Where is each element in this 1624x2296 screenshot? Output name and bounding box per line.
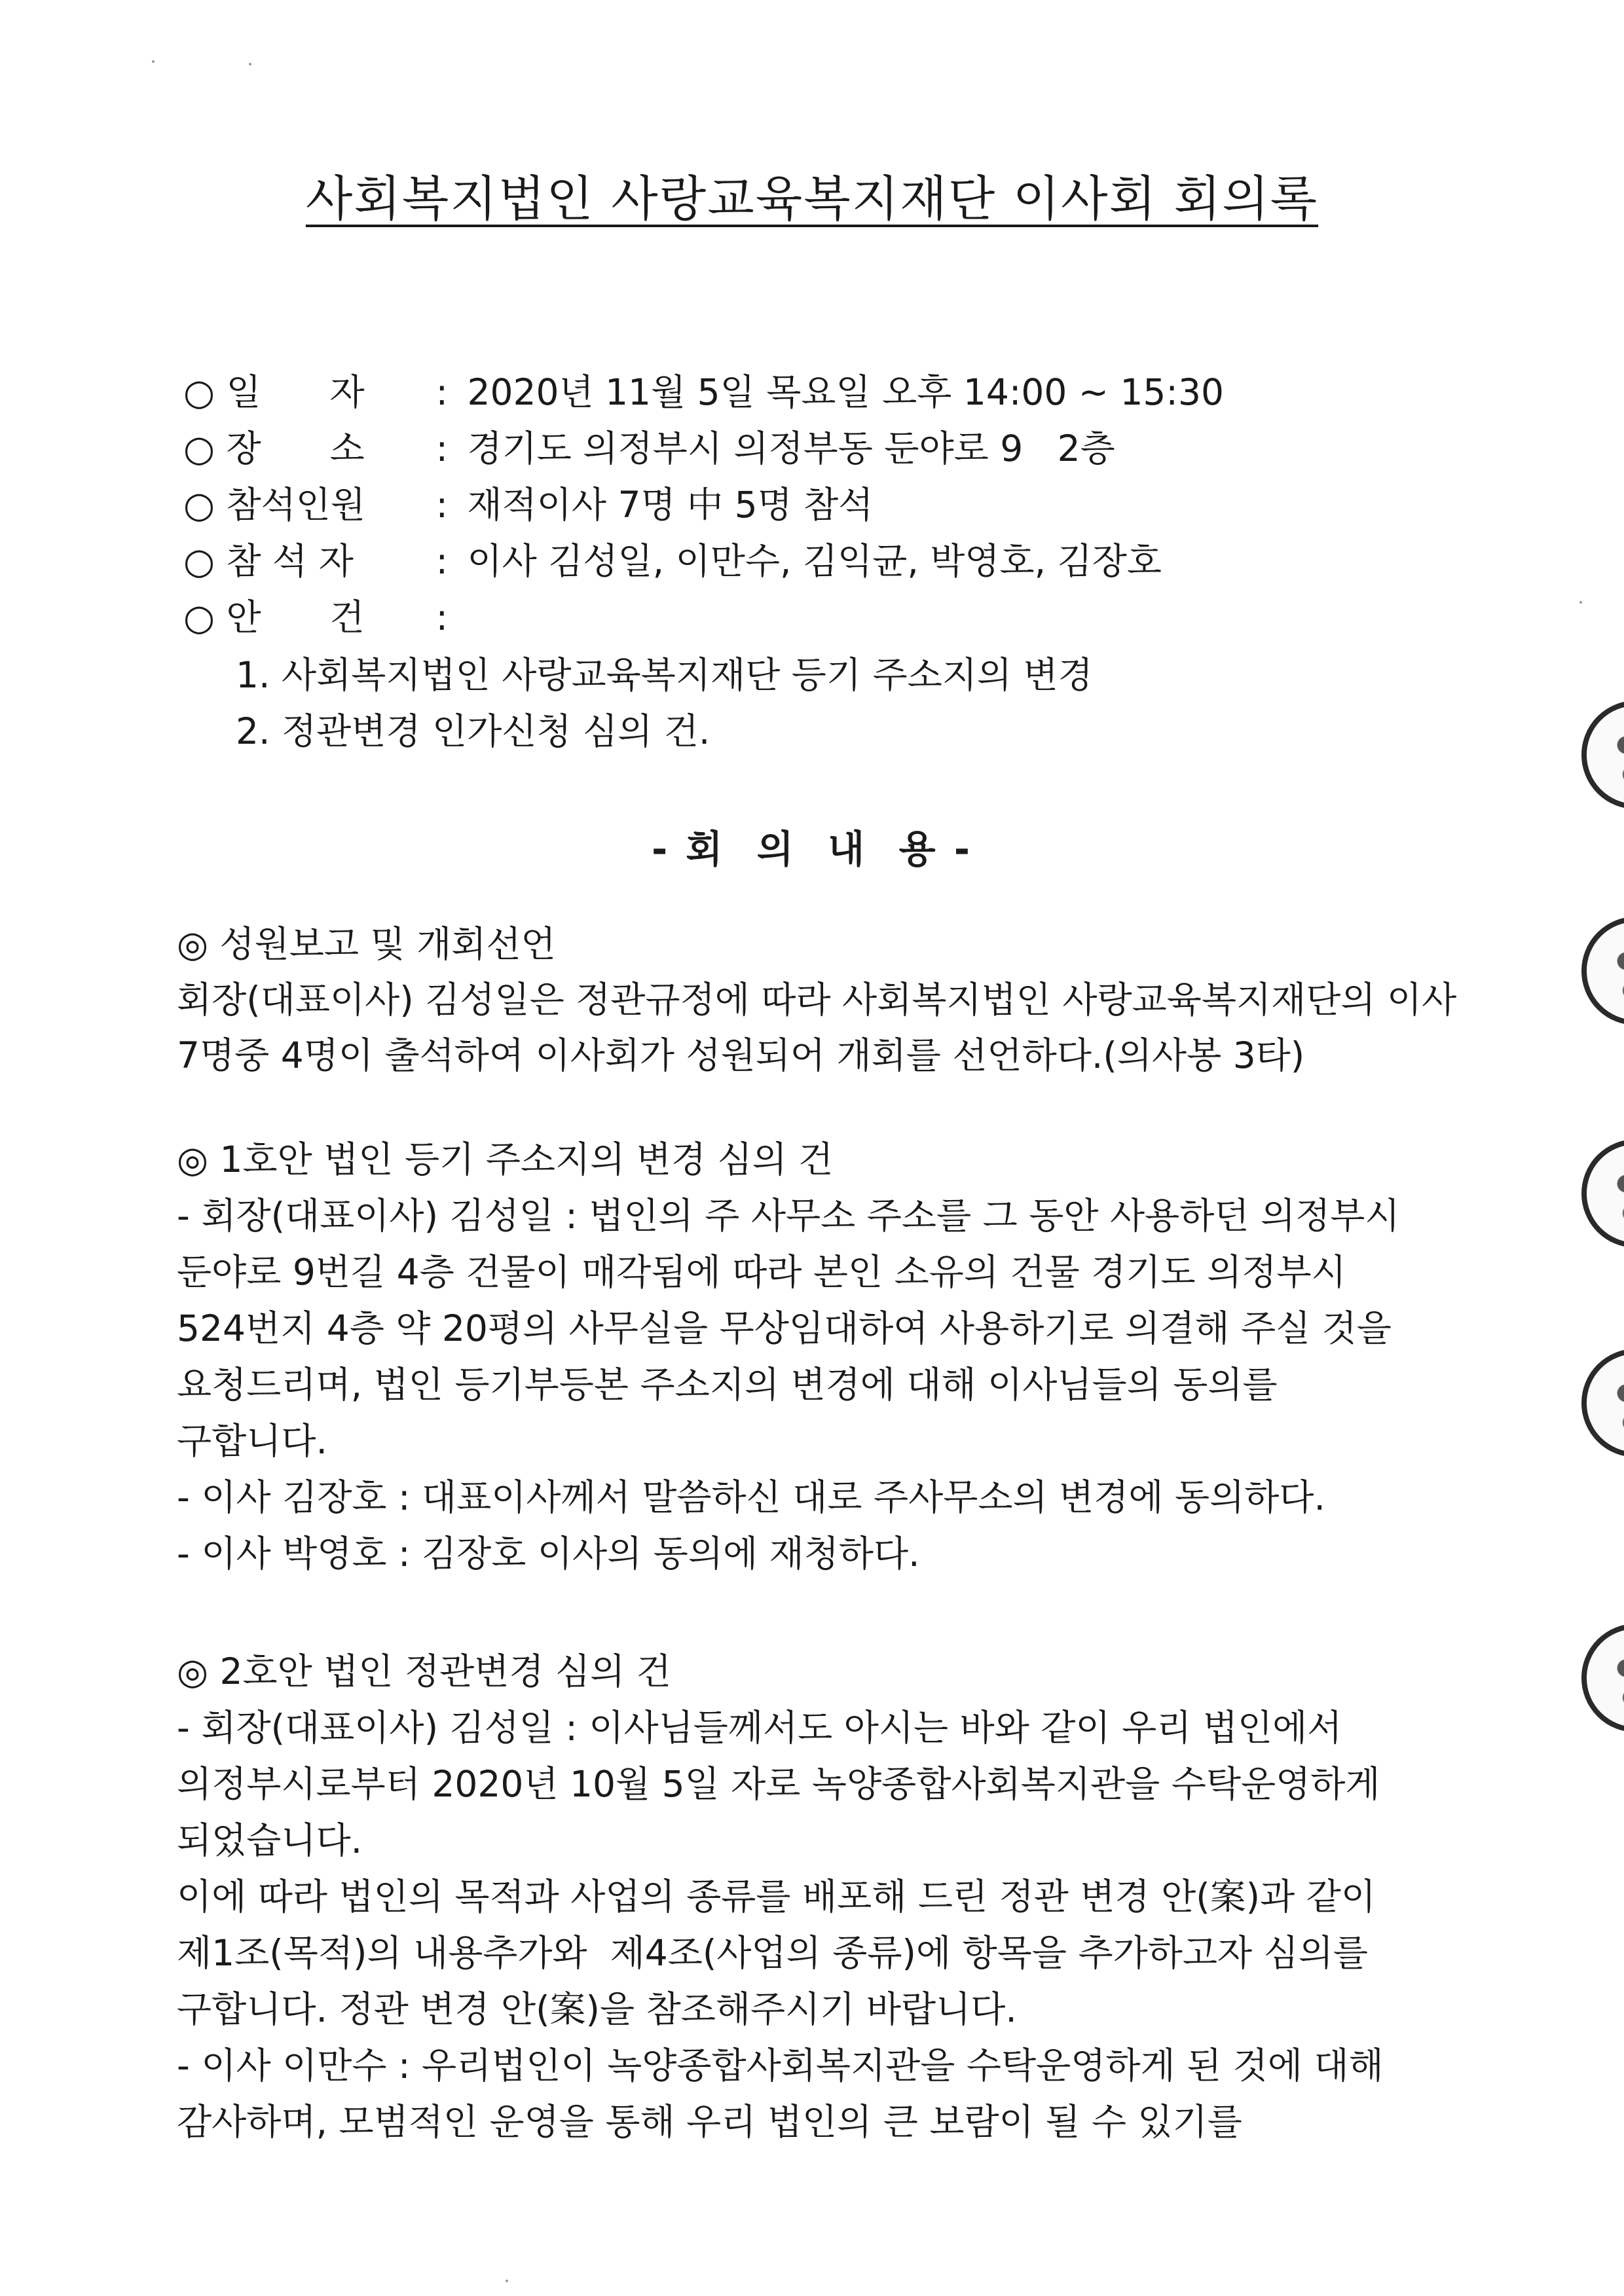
body-line: 의정부시로부터 2020년 10월 5일 자로 녹양종합사회복지관을 수탁운영하게 — [177, 1763, 1380, 1805]
body-line: - 이사 박영호 : 김장호 이사의 동의에 재청하다. — [177, 1533, 920, 1575]
scan-speck — [249, 63, 251, 65]
body-line: - 회장(대표이사) 김성일 : 이사님들께서도 아시는 바와 같이 우리 법인에서 — [177, 1707, 1342, 1749]
scan-speck — [152, 60, 155, 63]
body-line: 둔야로 9번길 4층 건물이 매각됨에 따라 본인 소유의 건물 경기도 의정부시 — [177, 1251, 1346, 1293]
body-line: 제1조(목적)의 내용추가와 제4조(사업의 종류)에 항목을 추가하고자 심의를 — [177, 1932, 1368, 1974]
body-line: - 회장(대표이사) 김성일 : 법인의 주 사무소 주소를 그 동안 사용하던 의정부시 — [177, 1195, 1400, 1237]
info-agenda: ○ 안 건 : — [183, 596, 449, 638]
seal-stamp — [1581, 1349, 1624, 1457]
seal-stamp — [1581, 1624, 1624, 1732]
body-line: 감사하며, 모범적인 운영을 통해 우리 법인의 큰 보람이 될 수 있기를 — [177, 2101, 1242, 2143]
body-line: 회장(대표이사) 김성일은 정관규정에 따라 사회복지법인 사랑교육복지재단의 이사 — [177, 979, 1457, 1021]
body-line: 524번지 4층 약 20평의 사무실을 무상임대하여 사용하기로 의결해 주실 것을 — [177, 1307, 1392, 1349]
info-attendees: ○ 참 석 자 : 이사 김성일, 이만수, 김익균, 박영호, 김장호 — [183, 540, 1162, 582]
body-line: 되었습니다. — [177, 1819, 363, 1861]
seal-stamp — [1581, 917, 1624, 1025]
info-date: ○ 일 자 : 2020년 11월 5일 목요일 오후 14:00 ~ 15:30 — [183, 371, 1224, 413]
body-line: 이에 따라 법인의 목적과 사업의 종류를 배포해 드린 정관 변경 안(案)과 같이 — [177, 1876, 1376, 1918]
agenda-item: 1. 사회복지법인 사랑교육복지재단 등기 주소지의 변경 — [236, 654, 1093, 696]
seal-stamp — [1581, 701, 1624, 809]
info-attendance: ○ 참석인원 : 재적이사 7명 中 5명 참석 — [183, 484, 874, 526]
info-place: ○ 장 소 : 경기도 의정부시 의정부동 둔야로 9 2층 — [183, 428, 1115, 469]
body-line: 구합니다. 정관 변경 안(案)을 참조해주시기 바랍니다. — [177, 1988, 1017, 2030]
body-line: 구합니다. — [177, 1420, 328, 1462]
body-line: ◎ 성원보고 및 개회선언 — [177, 923, 556, 965]
body-line: 요청드리며, 법인 등기부등본 주소지의 변경에 대해 이사님들의 동의를 — [177, 1364, 1278, 1406]
body-line: ◎ 2호안 법인 정관변경 심의 건 — [177, 1650, 671, 1692]
seal-stamp — [1581, 1139, 1624, 1248]
scan-speck — [1579, 601, 1582, 604]
body-line: - 이사 김장호 : 대표이사께서 말씀하신 대로 주사무소의 변경에 동의하다. — [177, 1476, 1325, 1518]
agenda-item: 2. 정관변경 인가신청 심의 건. — [236, 710, 710, 752]
section-heading: - 회 의 내 용 - — [652, 827, 972, 871]
scan-speck — [506, 2280, 508, 2282]
document-title: 사회복지법인 사랑교육복지재단 이사회 회의록 — [305, 171, 1319, 227]
body-line: - 이사 이만수 : 우리법인이 녹양종합사회복지관을 수탁운영하게 된 것에 대해 — [177, 2045, 1384, 2086]
body-line: 7명중 4명이 출석하여 이사회가 성원되어 개회를 선언하다.(의사봉 3타) — [177, 1034, 1305, 1076]
body-line: ◎ 1호안 법인 등기 주소지의 변경 심의 건 — [177, 1139, 834, 1180]
